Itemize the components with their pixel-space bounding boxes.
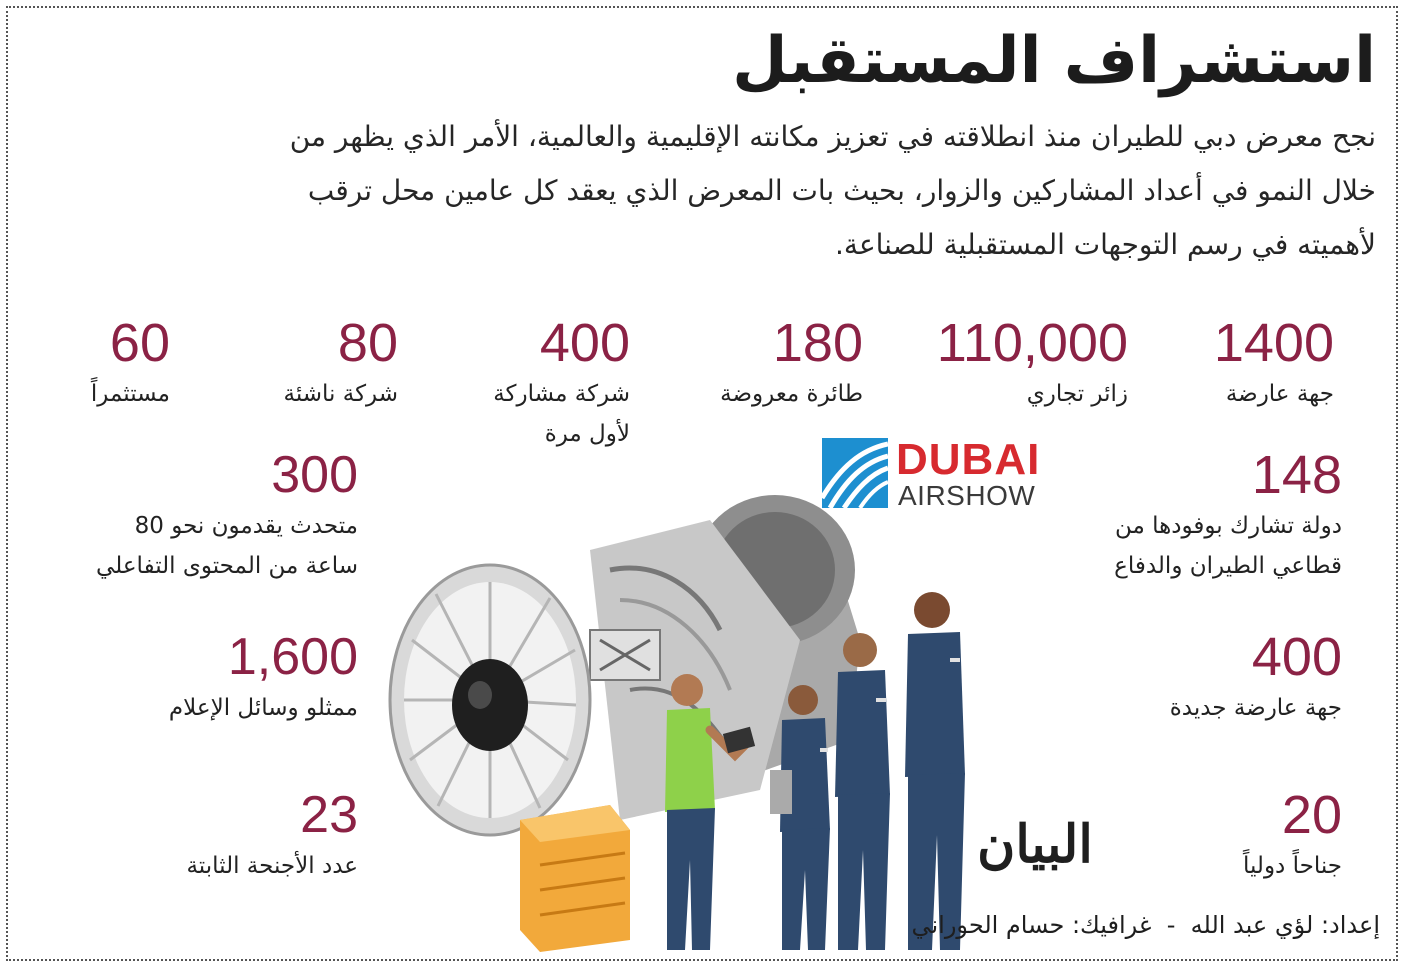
tool-cart-illustration: [520, 805, 630, 952]
stat-label: جهة عارضة: [1225, 381, 1334, 407]
stat-label: شركة ناشئة: [283, 381, 398, 407]
stat-value: 1400: [1213, 313, 1334, 373]
newspaper-logo: البيان: [977, 814, 1093, 875]
engineers-illustration: [520, 580, 1000, 960]
logo-line2: AIRSHOW: [898, 480, 1036, 511]
stat-value: 60: [109, 313, 170, 373]
stat-value: 300: [271, 446, 358, 504]
stat-value: 23: [300, 786, 358, 844]
stat-label: جهة عارضة جديدة: [1169, 695, 1342, 721]
stat-first-time-companies: [430, 312, 630, 454]
stat-value: 180: [772, 313, 863, 373]
stat-label: طائرة معروضة: [720, 381, 863, 407]
stat-value: 20: [1281, 785, 1342, 845]
stat-label: مستثمراً: [90, 381, 170, 407]
intro-paragraph: نجح معرض دبي للطيران منذ انطلاقته في تعزيز مكانته الإقليمية والعالمية، الأمر الذي يظهر من خلال النمو في أعداد المشاركين والزوار، بحيث بات المعرض الذي يعقد كل عامين محل ترقب لأهميته في رسم التوجهات المستقبلية للصناعة.: [289, 120, 1376, 261]
stat-label: زائر تجاري: [1026, 381, 1128, 407]
stat-visitors: [898, 312, 1128, 414]
logo-line1: DUBAI: [896, 435, 1041, 484]
credits: إعداد: لؤي عبد الله - غرافيك: حسام الحوراني: [911, 911, 1380, 939]
stat-value: 148: [1251, 445, 1342, 505]
stat-value: 400: [539, 313, 630, 373]
stat-value: 80: [337, 313, 398, 373]
stat-new-exhibitors: [1082, 626, 1342, 728]
stat-countries: [1022, 444, 1342, 586]
page-title: استشراف المستقبل: [732, 24, 1376, 98]
stat-label: دولة تشارك بوفودها من قطاعي الطيران والدفاع: [1114, 513, 1342, 579]
stat-international-pavilions: [1142, 784, 1342, 886]
stat-value: 400: [1251, 627, 1342, 687]
stat-investors: [30, 312, 170, 414]
stat-label: ممثلو وسائل الإعلام: [168, 695, 358, 721]
stat-media: [58, 626, 358, 728]
stat-label: متحدث يقدمون نحو 80 ساعة من المحتوى التفاعلي: [96, 513, 358, 579]
stat-exhibitors: [1134, 312, 1334, 414]
stat-label: شركة مشاركة لأول مرة: [493, 381, 630, 447]
stat-static-pavilions: [98, 784, 358, 886]
stat-startups: [218, 312, 398, 414]
stat-value: 1,600: [227, 628, 358, 686]
stat-value: 110,000: [936, 313, 1128, 373]
stat-aircraft: [663, 312, 863, 414]
stat-speakers: [18, 444, 358, 586]
stat-label: عدد الأجنحة الثابتة: [186, 853, 358, 879]
stat-label: جناحاً دولياً: [1242, 853, 1342, 879]
